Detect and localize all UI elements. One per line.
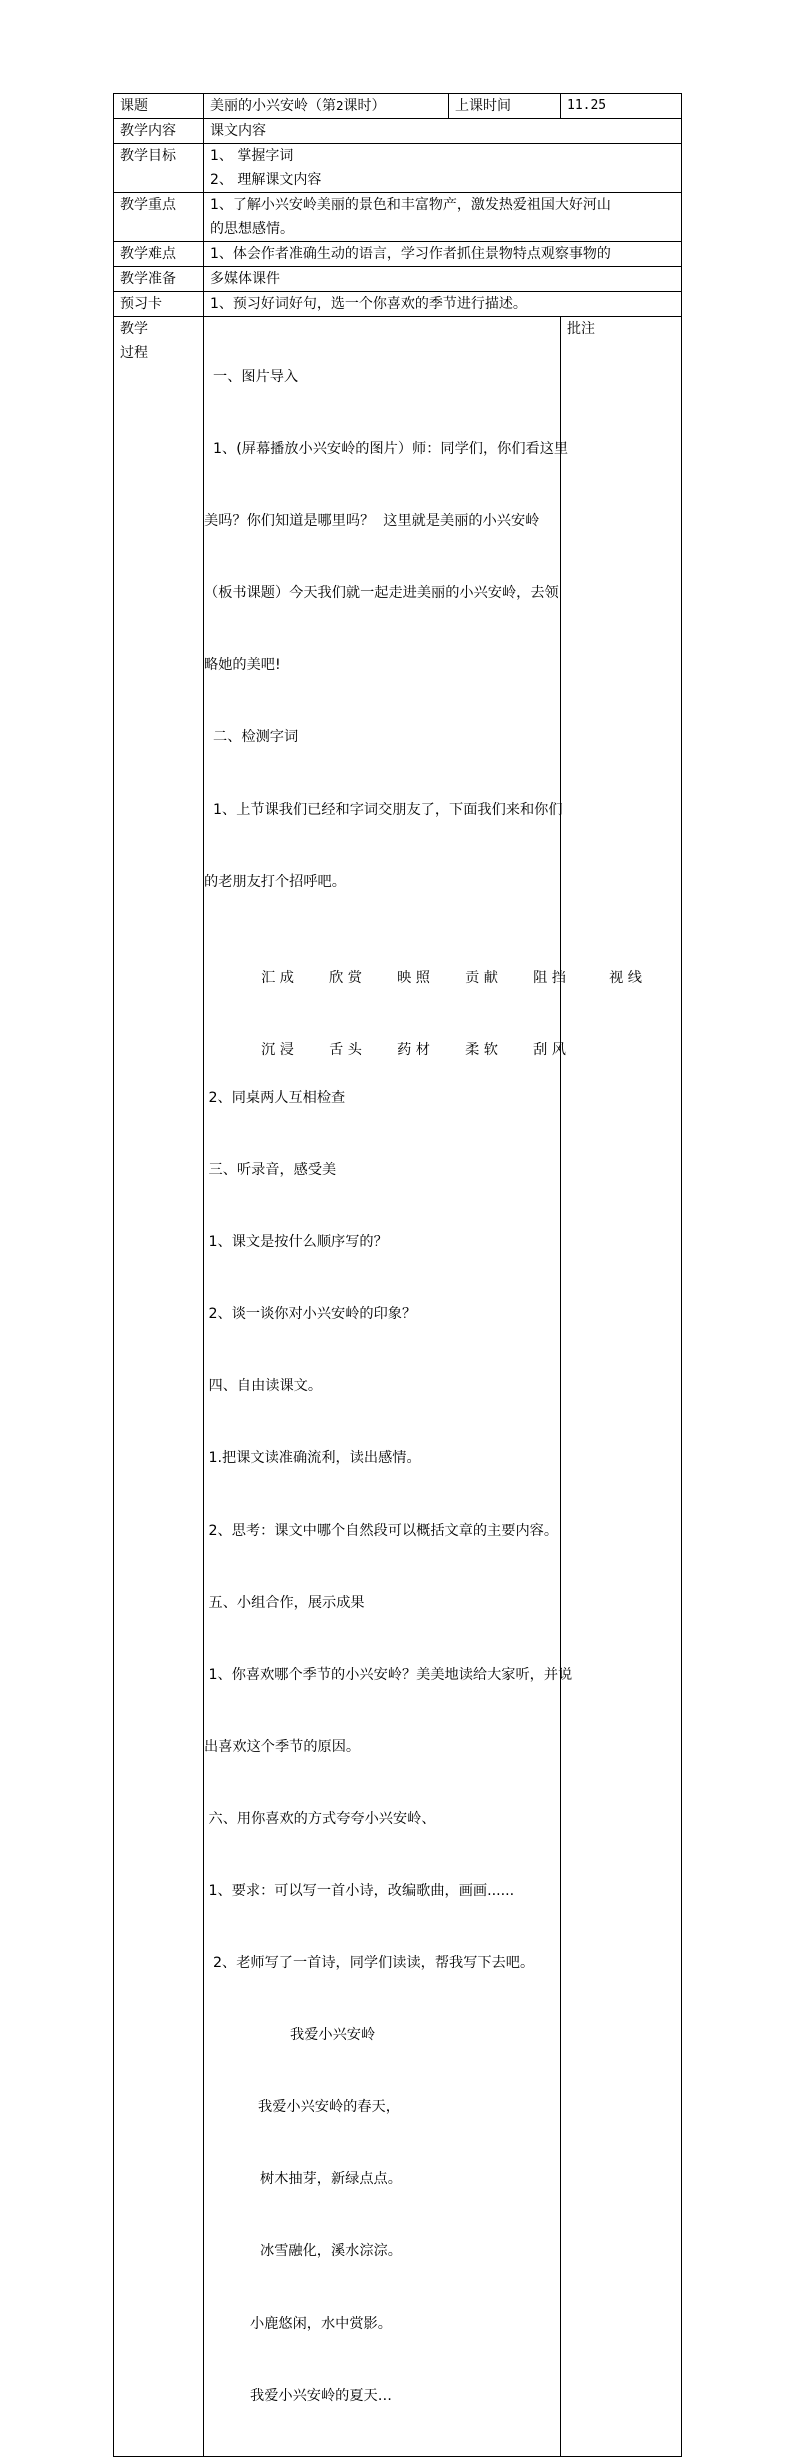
word-list-row bbox=[204, 942, 642, 986]
process-line: （板书课题）今天我们就一起走进美丽的小兴安岭，去领 bbox=[204, 585, 559, 602]
process-line: 1、上节课我们已经和字词交朋友了，下面我们来和你们 bbox=[204, 801, 563, 818]
word-item: 舌 头 bbox=[329, 1041, 362, 1058]
process-line: 一、图片导入 bbox=[204, 369, 299, 385]
word-item: 欣 赏 bbox=[329, 969, 362, 986]
topic-label: 课题 bbox=[114, 94, 204, 119]
topic-value: 美丽的小兴安岭（第2课时） bbox=[204, 94, 449, 119]
process-line: 1、(屏幕播放小兴安岭的图片）师：同学们，你们看这里 bbox=[204, 441, 569, 458]
row-preview bbox=[114, 292, 682, 317]
goals-label: 教学目标 bbox=[114, 144, 204, 193]
difficulties-label: 教学难点 bbox=[114, 242, 204, 267]
word-item: 药 材 bbox=[397, 1041, 430, 1058]
poem-line: 小鹿悠闲，水中赏影。 bbox=[250, 2315, 392, 2332]
process-line: 六、用你喜欢的方式夸夸小兴安岭、 bbox=[204, 1810, 436, 1827]
time-label: 上课时间 bbox=[449, 94, 561, 119]
poem-line: 我爱小兴安岭的春天， bbox=[258, 2099, 400, 2116]
word-item: 柔 软 bbox=[465, 1041, 498, 1058]
process-line: 的老朋友打个招呼吧。 bbox=[204, 873, 346, 890]
lesson-plan-table bbox=[113, 93, 682, 2457]
word-list-row bbox=[204, 1014, 566, 1058]
notes-column bbox=[561, 317, 682, 2457]
goals-list bbox=[204, 144, 682, 193]
word-item: 汇 成 bbox=[261, 969, 294, 986]
row-difficulties bbox=[114, 242, 682, 267]
key-points-text: 1、了解小兴安岭美丽的景色和丰富物产，激发热爱祖国大好河山 的思想感情。 bbox=[204, 193, 682, 242]
notes-label: 批注 bbox=[567, 321, 595, 337]
process-line: 2、谈一谈你对小兴安岭的印象？ bbox=[204, 1306, 417, 1323]
word-item: 视 线 bbox=[609, 969, 642, 986]
content-value: 课文内容 bbox=[204, 119, 682, 144]
row-process bbox=[114, 317, 682, 2457]
row-topic bbox=[114, 94, 682, 119]
word-item: 沉 浸 bbox=[261, 1041, 294, 1058]
preview-label: 预习卡 bbox=[114, 292, 204, 317]
word-item: 阻 挡 bbox=[533, 969, 566, 986]
word-item: 贡 献 bbox=[465, 969, 498, 986]
goal-item: 2、 理解课文内容 bbox=[210, 172, 322, 188]
row-key-points bbox=[114, 193, 682, 242]
row-goals bbox=[114, 144, 682, 193]
poem-title: 我爱小兴安岭 bbox=[290, 2027, 376, 2044]
process-line: 五、小组合作，展示成果 bbox=[204, 1594, 365, 1611]
poem-line: 树木抽芽，新绿点点。 bbox=[260, 2171, 402, 2188]
word-item: 映 照 bbox=[397, 969, 430, 986]
process-line: 1、要求：可以写一首小诗，改编歌曲，画画...... bbox=[204, 1882, 515, 1899]
process-line: 二、检测字词 bbox=[204, 729, 299, 746]
row-preparation bbox=[114, 267, 682, 292]
goal-item: 1、 掌握字词 bbox=[210, 148, 294, 164]
process-line: 2、老师写了一首诗，同学们读读，帮我写下去吧。 bbox=[204, 1955, 535, 1972]
content-label: 教学内容 bbox=[114, 119, 204, 144]
time-value: 11.25 bbox=[561, 94, 682, 119]
process-label: 教学 过程 bbox=[114, 317, 204, 2457]
process-line: 三、听录音，感受美 bbox=[204, 1162, 337, 1179]
poem-line: 我爱小兴安岭的夏天… bbox=[250, 2387, 392, 2404]
process-line: 1、课文是按什么顺序写的？ bbox=[204, 1234, 388, 1251]
process-line: 四、自由读课文。 bbox=[204, 1378, 323, 1395]
process-line: 出喜欢这个季节的原因。 bbox=[204, 1738, 361, 1755]
difficulties-text: 1、体会作者准确生动的语言，学习作者抓住景物特点观察事物的 bbox=[204, 242, 682, 267]
preparation-label: 教学准备 bbox=[114, 267, 204, 292]
process-line: 1.把课文读准确流利，读出感情。 bbox=[204, 1450, 421, 1467]
process-line: 1、你喜欢哪个季节的小兴安岭？美美地读给大家听，并说 bbox=[204, 1666, 573, 1683]
row-content bbox=[114, 119, 682, 144]
preview-text: 1、预习好词好句，选一个你喜欢的季节进行描述。 bbox=[204, 292, 682, 317]
key-points-label: 教学重点 bbox=[114, 193, 204, 242]
poem-line: 冰雪融化，溪水淙淙。 bbox=[260, 2243, 402, 2260]
process-line: 2、思考：课文中哪个自然段可以概括文章的主要内容。 bbox=[204, 1522, 559, 1539]
process-line: 2、同桌两人互相检查 bbox=[204, 1089, 346, 1106]
preparation-text: 多媒体课件 bbox=[204, 267, 682, 292]
word-item: 刮 风 bbox=[533, 1041, 566, 1058]
process-line: 略她的美吧! bbox=[204, 657, 281, 674]
process-line: 美吗？你们知道是哪里吗？ 这里就是美丽的小兴安岭 bbox=[204, 513, 540, 530]
